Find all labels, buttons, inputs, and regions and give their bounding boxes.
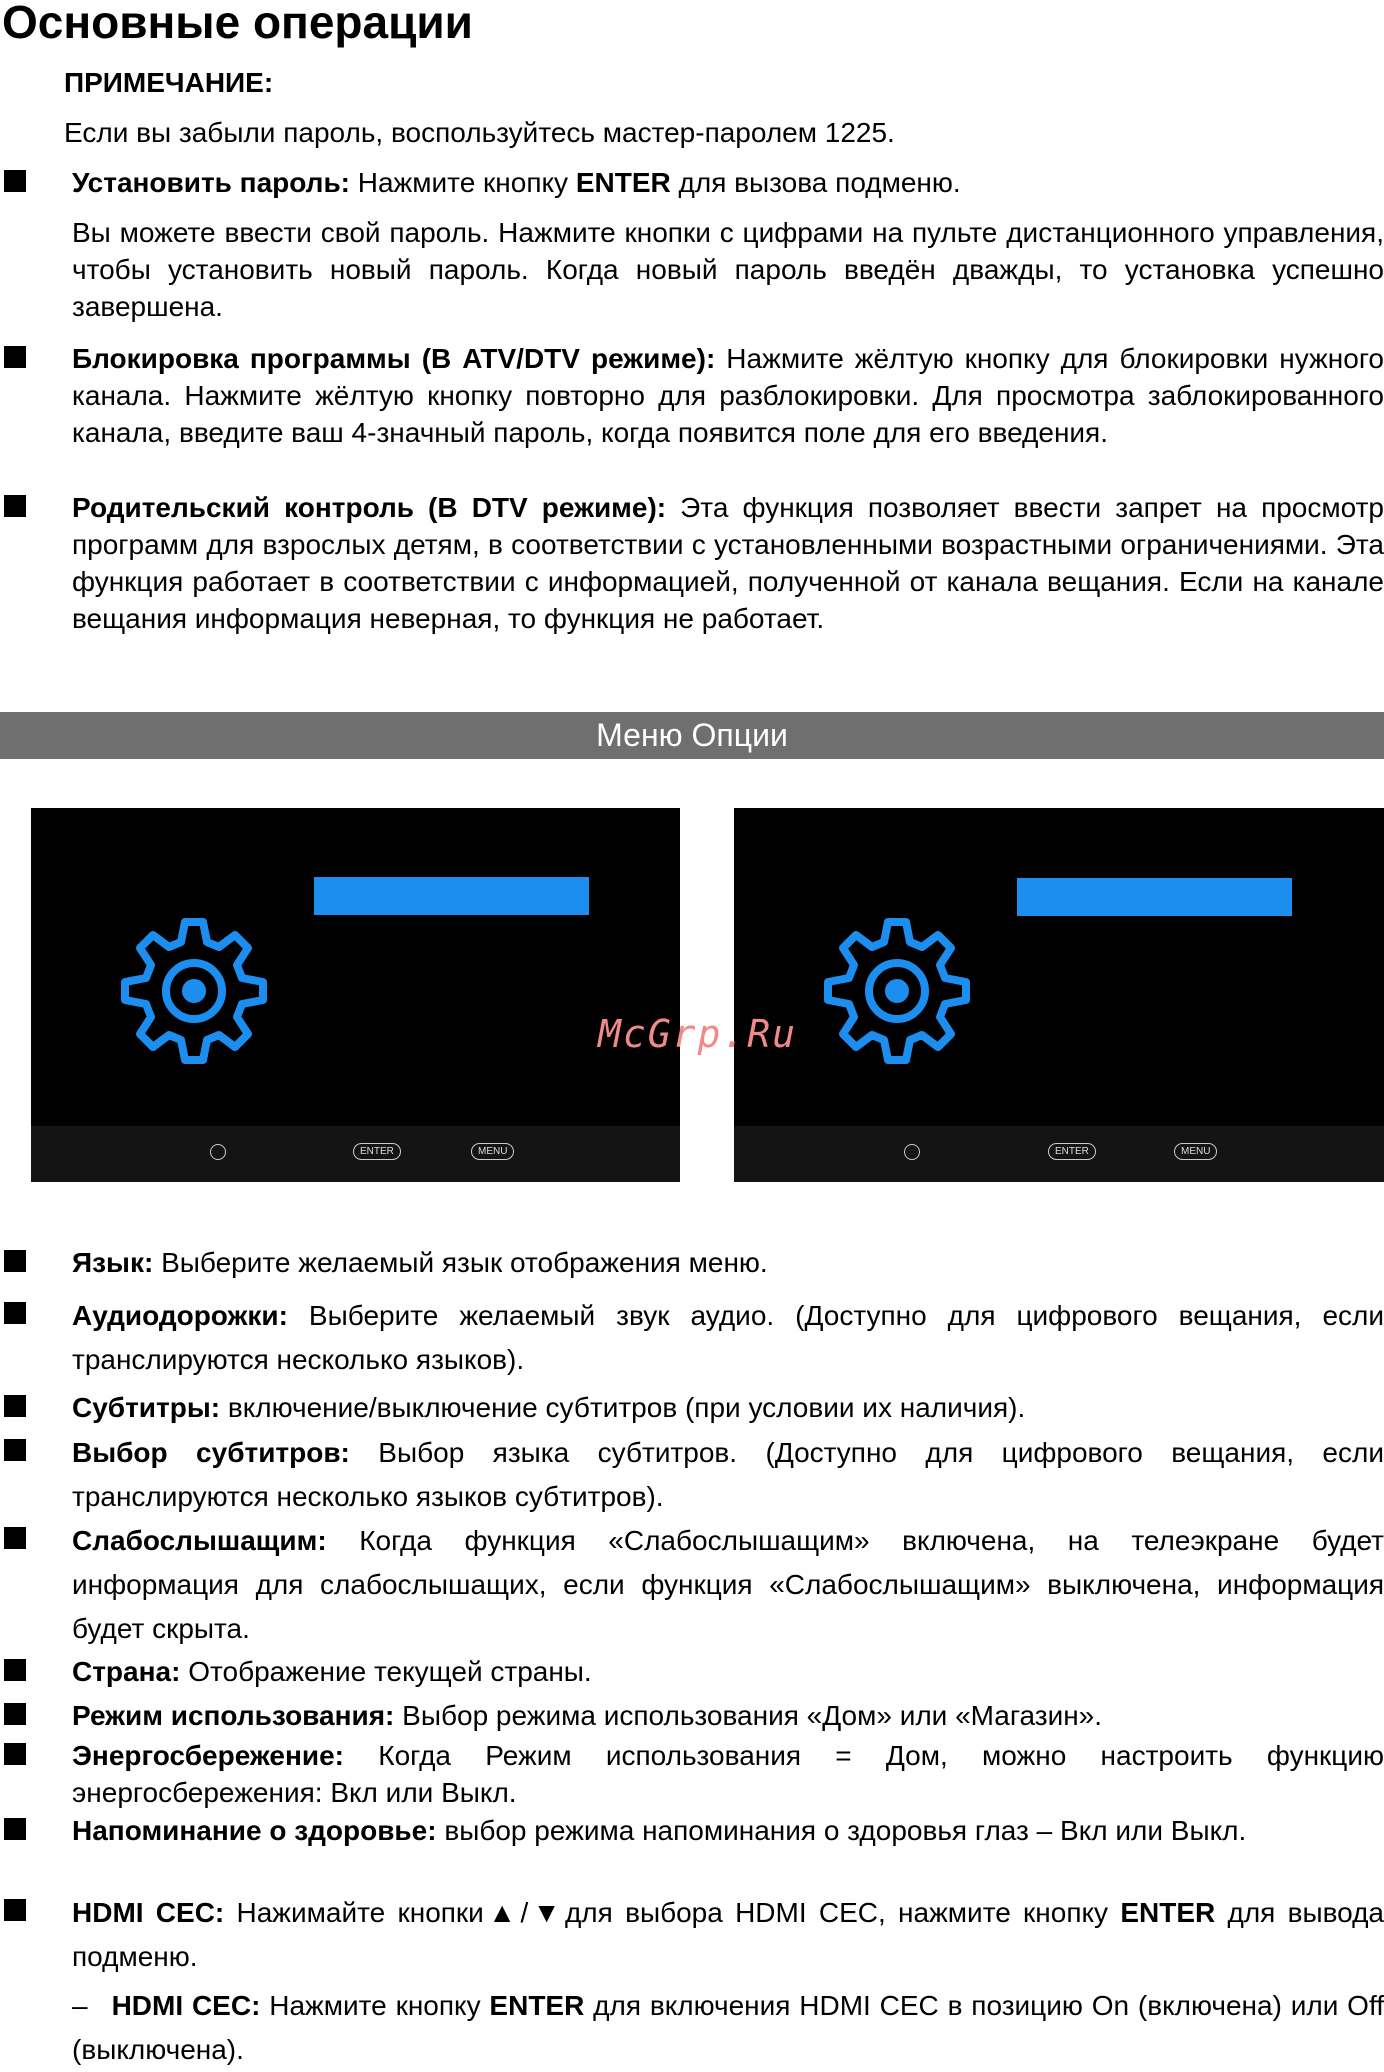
item-text: Нажмите кнопку: [349, 167, 576, 198]
item-text: для вызова подменю.: [670, 167, 961, 198]
item-term: Блокировка программы (В ATV/DTV режиме):: [72, 343, 716, 374]
item-text: для вывода подменю.: [72, 1897, 1384, 1972]
item-term: HDMI CEC:: [72, 1897, 225, 1928]
item-term: Язык:: [72, 1247, 154, 1278]
item-text: включение/выключение субтитров (при условии их наличия).: [220, 1392, 1026, 1423]
bullet-icon: [4, 1703, 26, 1725]
item-text: Выбор режима использования «Дом» или «Магазин».: [394, 1700, 1103, 1731]
dash: –: [72, 1990, 88, 2021]
bullet-icon: [4, 1395, 26, 1417]
item-term: Выбор субтитров:: [72, 1437, 350, 1468]
item-term: Субтитры:: [72, 1392, 221, 1423]
list-item-health-reminder: [72, 1812, 1384, 1849]
bullet-icon: [4, 1659, 26, 1681]
list-item-country: [72, 1653, 1384, 1690]
item-term: Слабослышащим:: [72, 1525, 327, 1556]
item-text: Выбор языка субтитров. (Доступно для цифрового вещания, если транслируются несколько языков субтитров).: [72, 1437, 1384, 1512]
hdmi-cec-subitem: [72, 1984, 1384, 2072]
bullet-icon: [4, 346, 26, 368]
list-item-set-password: [72, 164, 1384, 201]
item-term: HDMI CEC:: [111, 1990, 261, 2021]
bullet-icon: [4, 1899, 26, 1921]
item-text: Когда Режим использования = Дом, можно настроить функцию энергосбережения: Вкл или Выкл.: [72, 1740, 1384, 1808]
list-item-audio-tracks: [72, 1294, 1384, 1382]
item-term: Родительский контроль (В DTV режиме):: [72, 492, 667, 523]
bullet-icon: [4, 1527, 26, 1549]
options-menu-screen-1: [31, 808, 680, 1182]
item-term: Страна:: [72, 1656, 181, 1687]
item-text: Нажимайте кнопки: [224, 1897, 484, 1928]
menu-highlight-bar: [314, 877, 589, 915]
bullet-icon: [4, 1250, 26, 1272]
item-text: Нажмите жёлтую кнопку для блокировки нужного канала. Нажмите жёлтую кнопку повторно для разблокировки. Для просмотра заблокированного канала, введите ваш 4-значный пароль, когда появится поле для его введения.: [72, 343, 1384, 448]
list-item-subtitles: [72, 1389, 1384, 1426]
bullet-icon: [4, 1743, 26, 1765]
watermark: McGrp.Ru: [598, 1012, 798, 1056]
joystick-icon: [210, 1144, 226, 1160]
enter-key-hint: ENTER: [353, 1143, 401, 1160]
list-item-program-lock: [72, 340, 1384, 451]
list-item-parental-control: [72, 489, 1384, 637]
item-text: Отображение текущей страны.: [180, 1656, 592, 1687]
item-text: для включения HDMI CEC в позицию On (включена) или Off (выключена).: [72, 1990, 1384, 2065]
hint-bar: [734, 1126, 1384, 1182]
arrow-keys: ▲/▼: [483, 1897, 565, 1928]
item-text: Выберите желаемый звук аудио. (Доступно для цифрового вещания, если транслируются несколько языков).: [72, 1300, 1384, 1375]
item-text: Выберите желаемый язык отображения меню.: [153, 1247, 768, 1278]
list-item-usage-mode: [72, 1697, 1384, 1734]
bullet-icon: [4, 1818, 26, 1840]
bullet-icon: [4, 170, 26, 192]
options-menu-screen-2: [734, 808, 1384, 1182]
list-item-language: [72, 1244, 1384, 1281]
item-term: Установить пароль:: [72, 167, 350, 198]
item-text: Эта функция позволяет ввести запрет на просмотр программ для взрослых детям, в соответствии с установленными возрастными ограничениями. Эта функция работает в соответствии с информацией, полученной от канала вещания. Если на канале вещания информация неверная, то функция не работает.: [72, 492, 1384, 634]
bullet-icon: [4, 1302, 26, 1324]
bullet-icon: [4, 495, 26, 517]
gear-icon: [119, 916, 269, 1066]
gear-icon: [822, 916, 972, 1066]
item-text: Когда функция «Слабослышащим» включена, на телеэкране будет информация для слабослышащих, если функция «Слабослышащим» выключена, информация будет скрыта.: [72, 1525, 1384, 1644]
item-term: Напоминание о здоровье:: [72, 1815, 437, 1846]
item-term: Аудиодорожки:: [72, 1300, 288, 1331]
hint-bar: [31, 1126, 680, 1182]
section-banner: Меню Опции: [0, 712, 1384, 759]
item-key: ENTER: [1120, 1897, 1216, 1928]
item-key: ENTER: [575, 167, 671, 198]
menu-key-hint: MENU: [1174, 1143, 1217, 1160]
item-key: ENTER: [489, 1990, 585, 2021]
list-item-energy-saving: [72, 1737, 1384, 1811]
note-heading: ПРИМЕЧАНИЕ:: [64, 67, 274, 98]
item-text: выбор режима напоминания о здоровья глаз – Вкл или Выкл.: [436, 1815, 1247, 1846]
page-title: Основные операции: [2, 0, 473, 48]
note-text: Если вы забыли пароль, воспользуйтесь мастер-паролем 1225.: [64, 117, 895, 148]
list-item-subtitle-language: [72, 1431, 1384, 1519]
set-password-continuation: Вы можете ввести свой пароль. Нажмите кнопки с цифрами на пульте дистанционного управления, чтобы установить новый пароль. Когда новый пароль введён дважды, то установка успешно завершена.: [72, 217, 1384, 322]
list-item-hard-of-hearing: [72, 1519, 1384, 1651]
joystick-icon: [904, 1144, 920, 1160]
bullet-icon: [4, 1439, 26, 1461]
enter-key-hint: ENTER: [1048, 1143, 1096, 1160]
list-item-hdmi-cec: [72, 1891, 1384, 1979]
item-text: для выбора HDMI CEC, нажмите кнопку: [564, 1897, 1121, 1928]
menu-highlight-bar: [1017, 878, 1292, 916]
item-term: Энергосбережение:: [72, 1740, 344, 1771]
menu-key-hint: MENU: [471, 1143, 514, 1160]
item-term: Режим использования:: [72, 1700, 395, 1731]
item-text: Нажмите кнопку: [260, 1990, 490, 2021]
